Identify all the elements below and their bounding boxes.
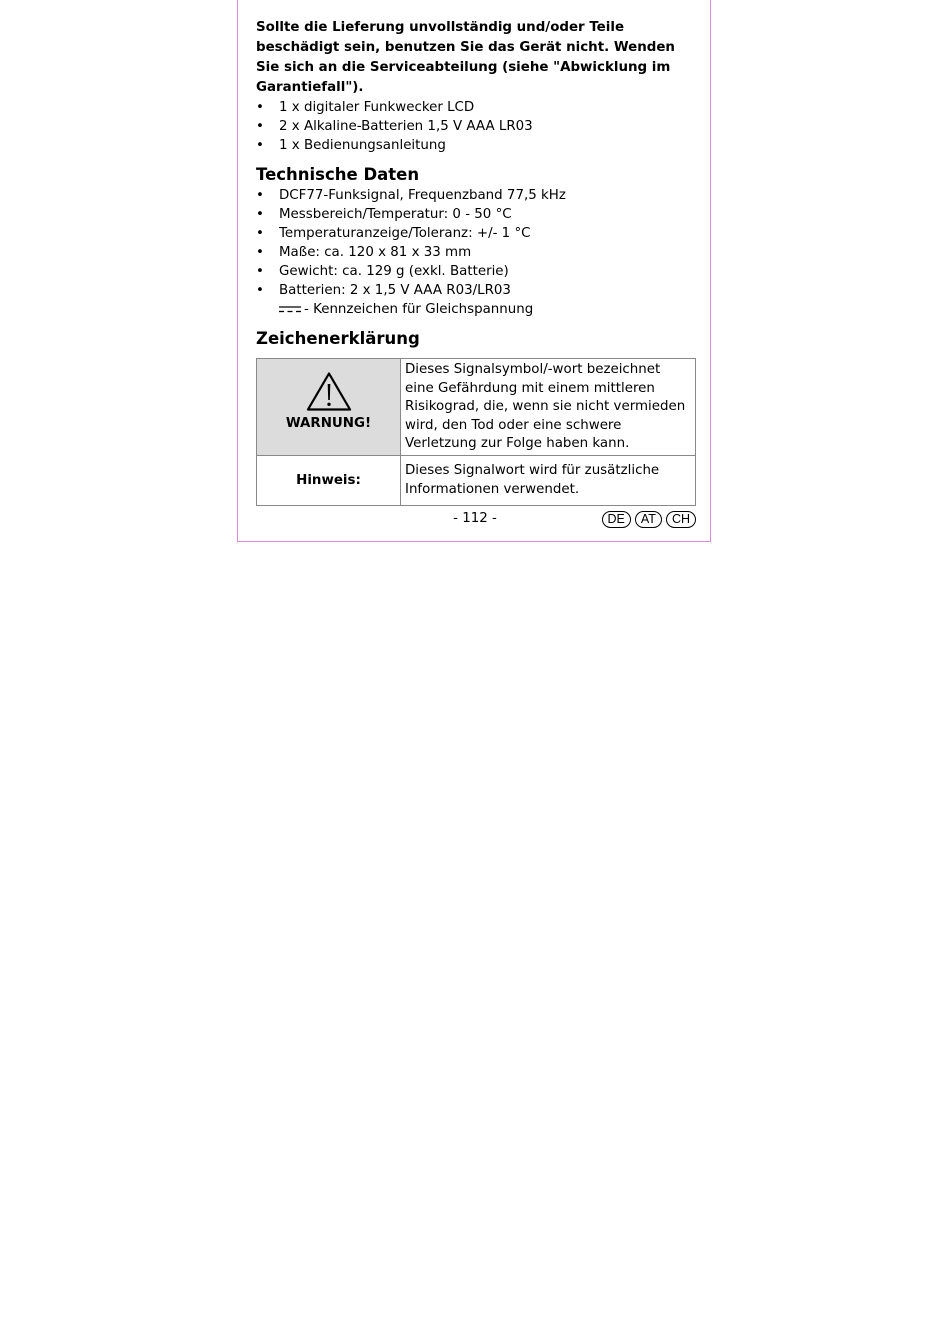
list-item: • Batterien: 2 x 1,5 V AAA R03/LR03 bbox=[256, 281, 696, 300]
hint-description: Dieses Signalwort wird für zusätzliche Informationen verwendet. bbox=[401, 455, 696, 505]
page-number: - 112 - bbox=[453, 511, 497, 526]
country-badge-at: AT bbox=[635, 511, 662, 528]
list-item: • 2 x Alkaline-Batterien 1,5 V AAA LR03 bbox=[256, 117, 696, 136]
warning-symbol-cell bbox=[257, 359, 401, 456]
page-content bbox=[256, 18, 696, 506]
symbol-legend-table bbox=[256, 358, 696, 506]
intro-paragraph: Sollte die Lieferung unvollständig und/oder Teile beschädigt sein, benutzen Sie das Gerät nicht. Wenden Sie sich an die Serviceabteilung (siehe "Abwicklung im Garantiefall"). bbox=[256, 20, 675, 95]
tech-data-heading: Technische Daten bbox=[256, 165, 420, 184]
list-item: • 1 x digitaler Funkwecker LCD bbox=[256, 98, 696, 117]
hint-label: Hinweis: bbox=[257, 455, 401, 505]
warning-label: WARNUNG! bbox=[285, 416, 372, 431]
legend-heading: Zeichenerklärung bbox=[256, 329, 420, 348]
manual-page bbox=[237, 0, 711, 542]
warning-triangle-icon bbox=[306, 371, 352, 412]
list-item: • 1 x Bedienungsanleitung bbox=[256, 136, 696, 155]
dc-note-text: - Kennzeichen für Gleichspannung bbox=[304, 302, 534, 317]
delivery-list bbox=[256, 98, 696, 155]
country-badge-de: DE bbox=[602, 511, 631, 528]
country-badges bbox=[602, 511, 696, 528]
list-item: • DCF77-Funksignal, Frequenzband 77,5 kHz bbox=[256, 186, 696, 205]
dc-note bbox=[256, 300, 696, 319]
tech-data-list bbox=[256, 186, 696, 300]
table-row bbox=[257, 359, 696, 456]
list-item: • Gewicht: ca. 129 g (exkl. Batterie) bbox=[256, 262, 696, 281]
list-item: • Messbereich/Temperatur: 0 - 50 °C bbox=[256, 205, 696, 224]
table-row bbox=[257, 455, 696, 505]
direct-current-icon bbox=[279, 305, 301, 313]
list-item: • Maße: ca. 120 x 81 x 33 mm bbox=[256, 243, 696, 262]
list-item: • Temperaturanzeige/Toleranz: +/- 1 °C bbox=[256, 224, 696, 243]
page-footer bbox=[238, 510, 712, 532]
warning-description: Dieses Signalsymbol/-wort bezeichnet eine Gefährdung mit einem mittleren Risikograd, die, wenn sie nicht vermieden wird, den Tod oder eine schwere Verletzung zur Folge haben kann. bbox=[401, 359, 696, 456]
country-badge-ch: CH bbox=[666, 511, 696, 528]
